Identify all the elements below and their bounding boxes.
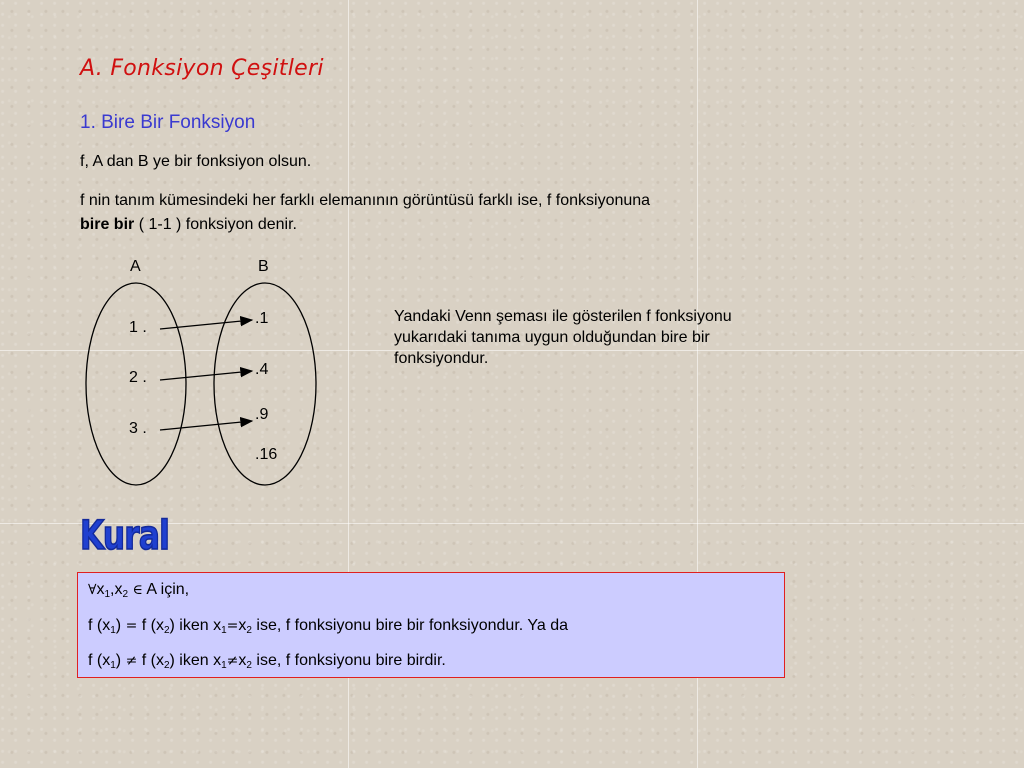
set-a-item: 2 . (129, 369, 147, 386)
rule-text: ) iken x (169, 617, 222, 634)
rule-text: ) (115, 652, 126, 669)
subscript: 1 (221, 660, 227, 671)
rule-line-3 (88, 652, 446, 671)
rule-text: ) (115, 617, 126, 634)
set-b-label: B (258, 258, 269, 275)
forall-symbol: ∀ (88, 582, 97, 598)
slide-subtitle: 1. Bire Bir Fonksiyon (80, 112, 256, 133)
not-equal-symbol: ≠ (125, 653, 138, 669)
intro-text: f, A dan B ye bir fonksiyon olsun. (80, 153, 312, 170)
subscript: 2 (122, 589, 129, 600)
rule-text: x (96, 581, 105, 598)
set-b-item: .16 (255, 446, 278, 463)
rule-text: ise, f fonksiyonu bire birdir. (251, 652, 446, 669)
subscript: 1 (221, 625, 227, 636)
slide-title: A. Fonksiyon Çeşitleri (80, 56, 324, 81)
mapping-arrow (160, 421, 252, 430)
rule-text: ise, f fonksiyonu bire bir fonksiyondur. Ya da (251, 617, 568, 634)
definition-part2: ( 1-1 ) fonksiyon denir. (138, 216, 297, 233)
mapping-arrow (160, 371, 252, 380)
rule-line-1 (88, 581, 189, 600)
rule-text: x (238, 617, 247, 634)
subscript: 1 (110, 660, 116, 671)
set-a-item: 3 . (129, 420, 147, 437)
subscript: 1 (104, 589, 111, 600)
subscript: 2 (246, 660, 252, 671)
rule-text: A için, (146, 581, 190, 598)
rule-text: f (x (137, 652, 164, 669)
element-of-symbol: ∈ (132, 582, 143, 598)
side-note: Yandaki Venn şeması ile gösterilen f fonksiyonu yukarıdaki tanıma uygun olduğundan bire bir fonksiyondur. (394, 308, 732, 367)
rule-text: ) iken x (169, 652, 222, 669)
rule-text: f (x (137, 617, 164, 634)
equals-symbol: = (125, 618, 138, 634)
equals-symbol: = (226, 618, 239, 634)
rule-text: f (x (88, 617, 111, 634)
definition-part1: f nin tanım kümesindeki her farklı elemanının görüntüsü farklı ise, f fonksiyonuna (80, 192, 651, 209)
rule-line-2 (88, 617, 568, 636)
rule-text: x (238, 652, 247, 669)
set-b-item: .9 (255, 406, 269, 423)
rule-text: f (x (88, 652, 111, 669)
definition-bold: bire bir (80, 216, 135, 233)
subscript: 2 (163, 660, 170, 671)
subscript: 2 (163, 625, 170, 636)
set-a-item: 1 . (129, 319, 147, 336)
rule-box (77, 572, 785, 678)
subscript: 2 (246, 625, 252, 636)
set-a-label: A (130, 258, 141, 275)
rule-text: ,x (110, 581, 123, 598)
mapping-arrow (160, 320, 252, 329)
rule-heading: Kural (80, 513, 170, 559)
subscript: 1 (110, 625, 116, 636)
set-b-item: .1 (255, 310, 269, 327)
not-equal-symbol: ≠ (226, 653, 239, 669)
set-b-item: .4 (255, 361, 269, 378)
